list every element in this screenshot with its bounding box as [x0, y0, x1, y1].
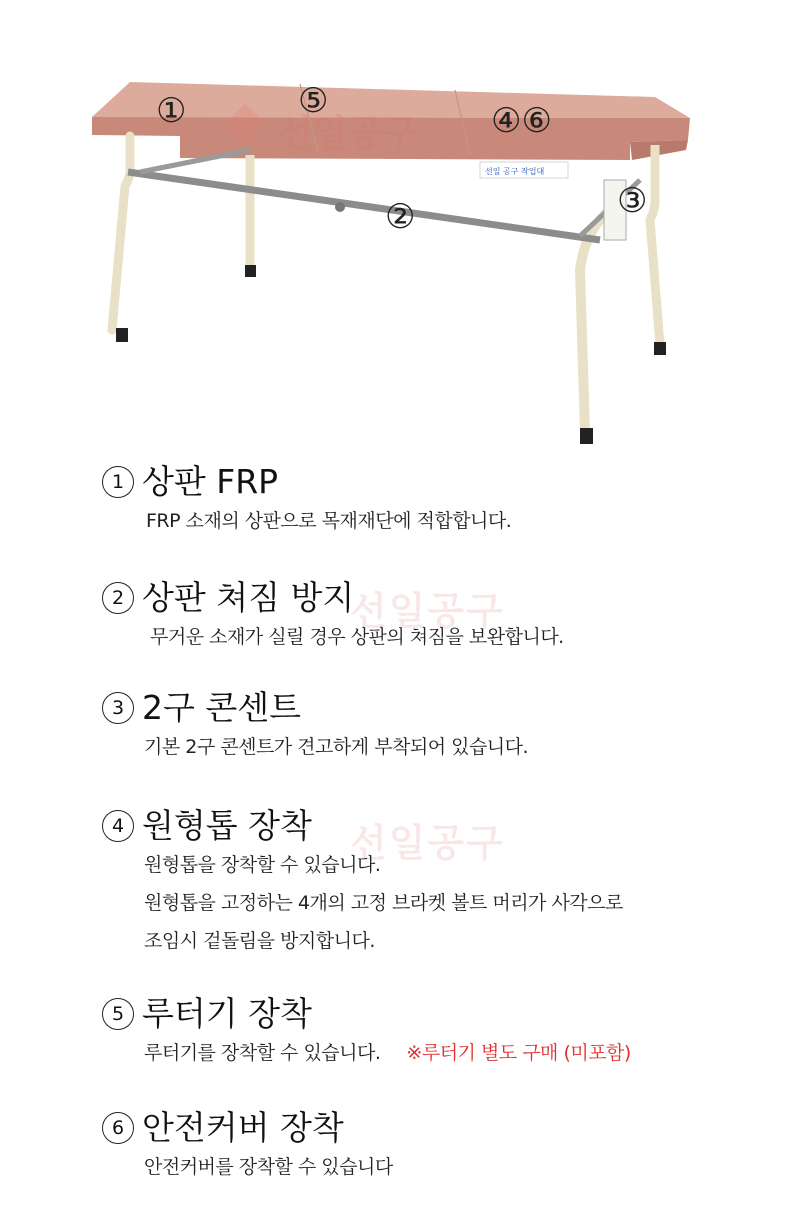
section-number: 1 [102, 466, 134, 498]
feature-section-4 [102, 806, 623, 960]
section-heading: 루터기 장착 [142, 994, 312, 1033]
sticker-text: 선일 공구 작업대 [485, 167, 545, 176]
callout-5: ⑤ [298, 81, 329, 121]
section-title [102, 994, 631, 1034]
photo-watermark: 선일공구 [278, 113, 418, 154]
feature-section-2 [102, 578, 564, 656]
section-desc: 안전커버를 장착할 수 있습니다 [144, 1156, 393, 1178]
purchase-note: ※루터기 별도 구매 (미포함) [406, 1042, 631, 1064]
feature-section-5 [102, 994, 631, 1072]
anti-sag-bar [128, 172, 600, 240]
section-heading: 안전커버 장착 [142, 1108, 344, 1147]
section-heading: 상판 쳐짐 방지 [142, 578, 355, 617]
callout-4-6: ④⑥ [491, 101, 552, 141]
callout-3: ③ [617, 181, 648, 221]
section-desc: 무거운 소재가 실릴 경우 상판의 쳐짐을 보완합니다. [150, 626, 564, 648]
feature-section-3 [102, 688, 528, 766]
section-heading: 원형톱 장착 [142, 806, 312, 845]
section-desc: 조임시 겉돌림을 방지합니다. [144, 930, 375, 952]
watermark: 선일공구 [350, 821, 505, 865]
table-product-photo [0, 0, 800, 460]
section-number: 5 [102, 998, 134, 1030]
section-title [102, 806, 623, 846]
section-heading: 상판 FRP [142, 462, 279, 501]
section-number: 6 [102, 1112, 134, 1144]
section-title [102, 578, 564, 618]
section-desc: 기본 2구 콘센트가 견고하게 부착되어 있습니다. [144, 736, 529, 758]
section-heading: 2구 콘센트 [142, 688, 301, 727]
section-title [102, 1108, 393, 1148]
section-desc: 루터기를 장착할 수 있습니다. [144, 1042, 381, 1064]
section-number: 2 [102, 582, 134, 614]
section-number: 3 [102, 692, 134, 724]
feature-section-1 [102, 462, 511, 540]
section-title [102, 462, 511, 502]
section-desc: FRP 소재의 상판으로 목재재단에 적합합니다. [146, 510, 512, 532]
section-desc: 원형톱을 장착할 수 있습니다. [144, 854, 381, 876]
watermark: 선일공구 [350, 589, 505, 633]
callout-2: ② [385, 197, 416, 237]
section-desc-row [102, 1034, 631, 1072]
section-title [102, 688, 528, 728]
section-number: 4 [102, 810, 134, 842]
feature-section-6 [102, 1108, 393, 1186]
callout-1: ① [156, 91, 187, 131]
section-desc: 원형톱을 고정하는 4개의 고정 브라켓 볼트 머리가 사각으로 [144, 892, 623, 914]
